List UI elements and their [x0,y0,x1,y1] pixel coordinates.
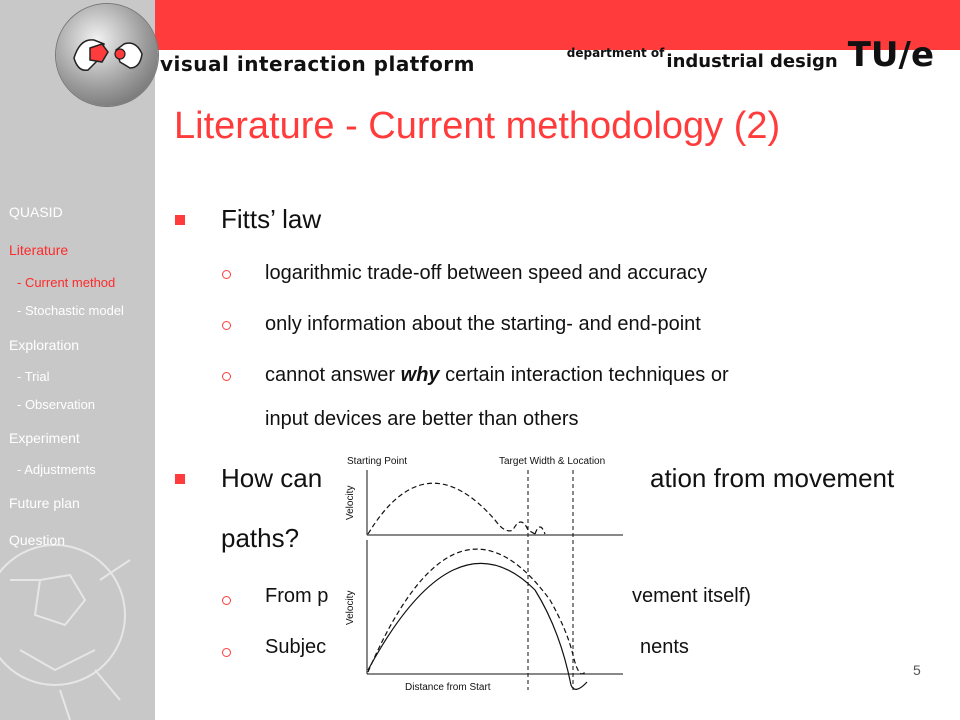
sub-bullet-cannot-answer [265,364,729,387]
circle-bullet-icon [222,648,231,657]
nav-item-question[interactable]: Question [9,532,66,548]
top-velocity-curve [368,483,545,534]
label-target-width: Target Width & Location [499,456,606,467]
nav-item-current-method[interactable]: - Current method [17,275,116,290]
circle-bullet-icon [222,596,231,605]
sub-bullet-cannot-answer-post: certain interaction techniques or [439,364,729,386]
square-bullet-icon [175,215,185,225]
nav-item-experiment[interactable]: Experiment [9,430,80,446]
nav-item-quasid[interactable]: QUASID [9,204,63,220]
brand-title: visual interaction platform [160,52,476,76]
velocity-profile-diagram [335,450,630,695]
sub-bullet-subject-start: Subjec [265,636,327,658]
nav-item-stochastic-model[interactable]: - Stochastic model [17,303,124,318]
sub-bullet-cannot-answer-pre: cannot answer [265,364,401,386]
circle-bullet-icon [222,270,231,279]
tue-logo: TU/e [847,35,934,75]
department-logo [566,35,934,75]
square-bullet-icon [175,474,185,484]
sub-bullet-information: only information about the starting- and end-point [265,313,701,335]
nav-item-observation[interactable]: - Observation [17,397,96,412]
bullet-fitts-law: Fitts’ law [221,204,322,234]
nav-item-adjustments[interactable]: - Adjustments [17,462,96,477]
velocity-profile-figure [335,450,630,695]
sub-bullet-from-start: From p [265,585,329,607]
nav-item-trial[interactable]: - Trial [17,369,50,384]
nav-item-future-plan[interactable]: Future plan [9,495,80,511]
department-name: industrial design [666,51,838,72]
label-velocity-top: Velocity [345,485,356,520]
bullet-how-can-start: How can [221,463,323,493]
label-distance: Distance from Start [405,682,491,693]
nav-item-literature[interactable]: Literature [9,242,69,258]
emphasis-why: why [400,364,440,386]
hands-dodecahedron-icon [70,18,146,94]
circle-bullet-icon [222,372,231,381]
bullet-how-can-paths: paths? [221,523,300,553]
page-number: 5 [913,662,921,678]
soccer-ball-watermark-icon [0,520,155,720]
sub-bullet-subject-end: nents [640,636,689,658]
label-velocity-bottom: Velocity [345,590,356,625]
sub-bullet-cannot-answer-line2: input devices are better than others [265,408,579,430]
nav-item-exploration[interactable]: Exploration [9,337,80,353]
slide-title: Literature - Current methodology (2) [174,105,781,147]
sidebar [0,0,155,720]
sub-bullet-from-end: vement itself) [632,585,751,607]
bottom-velocity-curve-solid [368,563,587,689]
label-starting-point: Starting Point [347,456,408,467]
bullet-how-can-end: ation from movement [650,463,895,493]
circle-bullet-icon [222,321,231,330]
bottom-velocity-curve-dashed [368,549,585,674]
department-prefix: department of [566,46,665,60]
sub-bullet-tradeoff: logarithmic trade-off between speed and accuracy [265,262,708,284]
